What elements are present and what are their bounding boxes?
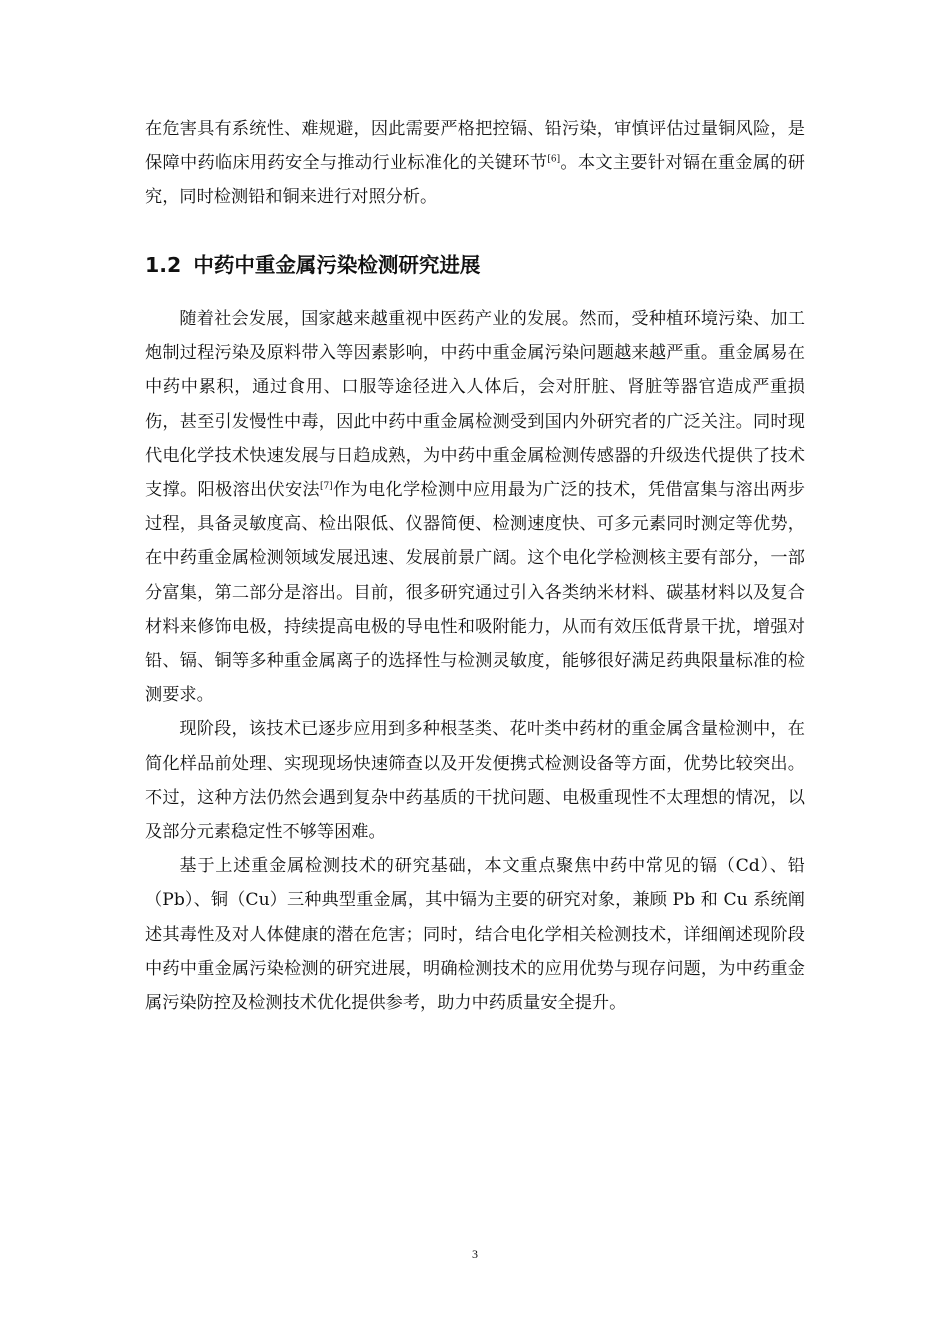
body-paragraph-2: 现阶段，该技术已逐步应用到多种根茎类、花叶类中药材的重金属含量检测中，在简化样品前处理、实现现场快速筛查以及开发便携式检测设备等方面，优势比较突出。不过，这种方法仍然会遇到复杂中药基质的干扰问题、电极重现性不太理想的情况，以及部分元素稳定性不够等困难。 xyxy=(145,719,805,843)
page-number: 3 xyxy=(472,1247,478,1261)
paragraph-text: 作为电化学检测中应用最为广泛的技术，凭借富集与溶出两步过程，具备灵敏度高、检出限低、仪器简便、检测速度快、可多元素同时测定等优势，在中药重金属检测领域发展迅速、发展前景广阔。这个电化学检测核主要有部分，一部分富集，第二部分是溶出。目前，很多研究通过引入各类纳米材料、碳基材料以及复合材料来修饰电极，持续提高电极的导电性和吸附能力，从而有效压低背景干扰，增强对铅、镉、铜等多种重金属离子的选择性与检测灵敏度，能够很好满足药典限量标准的检测要求。 xyxy=(145,480,805,706)
section-body xyxy=(145,302,805,1020)
continued-paragraph xyxy=(145,112,805,215)
citation-ref: [7] xyxy=(319,481,333,492)
paragraph-text: 。本文主要针对镉在重金属的研究，同时检测铅和铜来进行对照分析。 xyxy=(145,153,805,208)
section-number: 1.2 xyxy=(145,253,182,277)
section-title: 中药中重金属污染检测研究进展 xyxy=(193,253,481,277)
paragraph-text: 在危害具有系统性、难规避，因此需要严格把控镉、铅污染，审慎评估过量铜风险，是保障中药临床用药安全与推动行业标准化的关键环节 xyxy=(145,119,805,174)
citation-ref: [6] xyxy=(547,154,561,165)
body-paragraph-3: 基于上述重金属检测技术的研究基础，本文重点聚焦中药中常见的镉（Cd）、铅（Pb）、铜（Cu）三种典型重金属，其中镉为主要的研究对象，兼顾 Pb 和 Cu 系统阐述其毒性及对人体健康的潜在危害；同时，结合电化学相关检测技术，详细阐述现阶段中药中重金属污染检测的研究进展，明确检测技术的应用优势与现存问题，为中药重金属污染防控及检测技术优化提供参考，助力中药质量安全提升。 xyxy=(145,856,805,1014)
paragraph-text: 随着社会发展，国家越来越重视中医药产业的发展。然而，受种植环境污染、加工炮制过程污染及原料带入等因素影响，中药中重金属污染问题越来越严重。重金属易在中药中累积，通过食用、口服等途径进入人体后，会对肝脏、肾脏等器官造成严重损伤，甚至引发慢性中毒，因此中药中重金属检测受到国内外研究者的广泛关注。同时现代电化学技术快速发展与日趋成熟，为中药中重金属检测传感器的升级迭代提供了技术支撑。阳极溶出伏安法 xyxy=(145,309,805,501)
body-paragraph-1 xyxy=(145,302,805,712)
continued-paragraph-block xyxy=(145,112,805,215)
section-heading xyxy=(145,245,480,285)
